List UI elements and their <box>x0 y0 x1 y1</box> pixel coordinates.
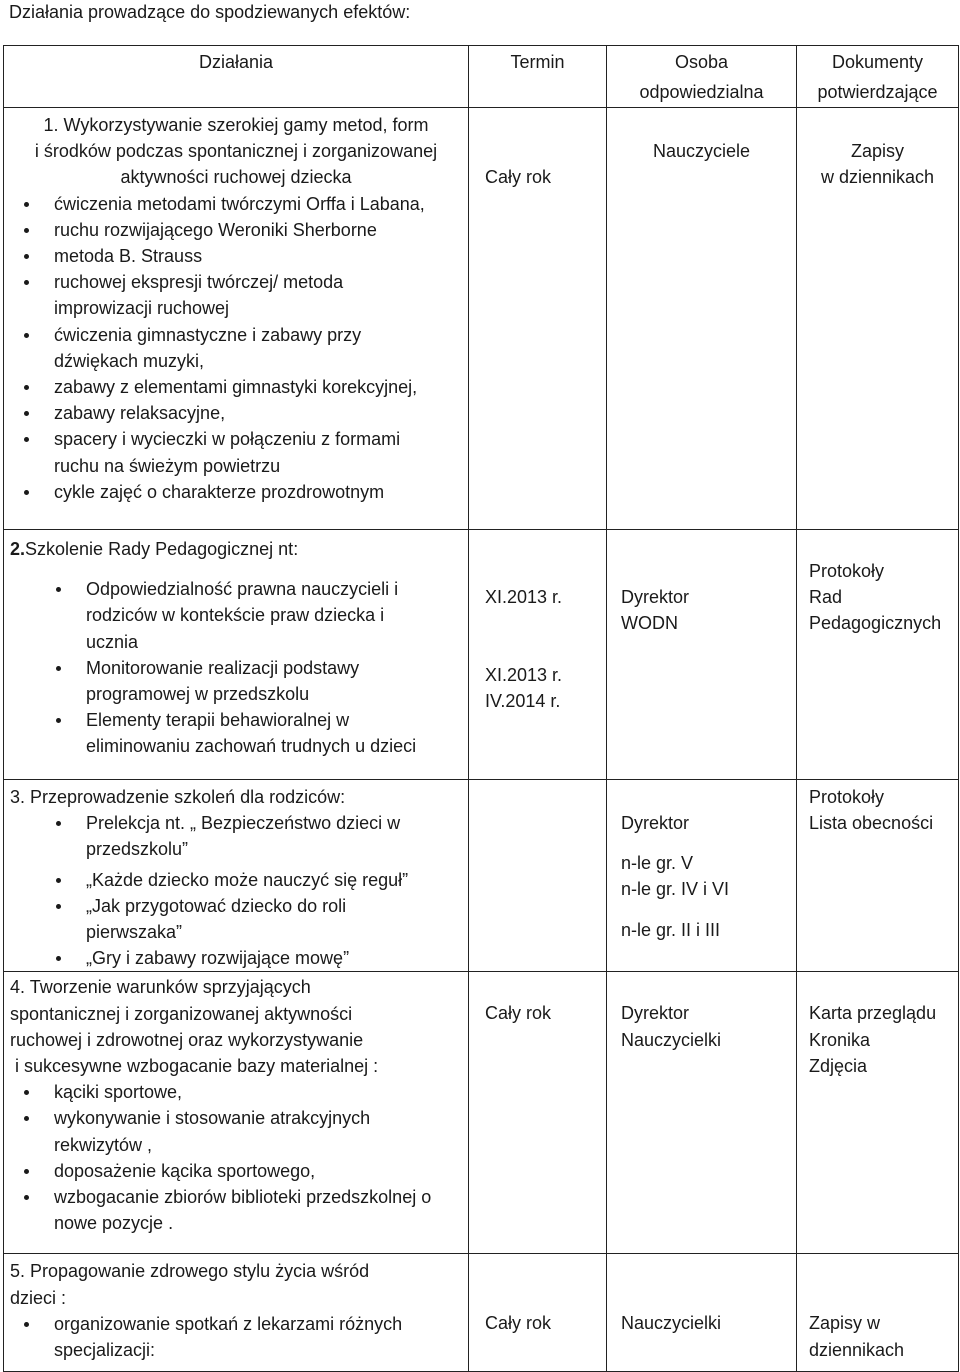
list-item: wzbogacanie zbiorów biblioteki przedszkolnej o nowe pozycje . <box>10 1184 462 1236</box>
document-line: Zapisy w <box>809 1313 881 1334</box>
row3-person <box>607 780 797 972</box>
person-value: Dyrektor <box>621 813 690 833</box>
row5-term <box>469 1254 607 1372</box>
row3-actions <box>4 780 469 972</box>
list-item: Monitorowanie realizacji podstawy programowej w przedszkolu <box>10 655 462 707</box>
header-person: Osoba odpowiedzialna <box>607 46 797 108</box>
row1-person <box>607 108 797 530</box>
table-header-row <box>4 46 959 108</box>
row4-person <box>607 972 797 1254</box>
intro-title: Działania prowadzące do spodziewanych efektów: <box>9 2 411 22</box>
row3-documents <box>797 780 959 972</box>
list-item: kąciki sportowe, <box>10 1079 462 1105</box>
document-line: Rad <box>809 587 843 608</box>
row1-intro-line: i środków podczas spontanicznej i zorganizowanej <box>34 141 438 162</box>
list-item: wykonywanie i stosowanie atrakcyjnych rekwizytów , <box>10 1105 462 1157</box>
document-line: Protokoły <box>809 561 885 581</box>
row1-actions <box>4 108 469 530</box>
document-line: Kronika <box>809 1029 871 1050</box>
list-item: metoda B. Strauss <box>10 243 462 269</box>
list-item: organizowanie spotkań z lekarzami różnych specjalizacji: <box>10 1311 462 1363</box>
term-value: XI.2013 r. <box>485 665 563 686</box>
person-value: Nauczycielki <box>621 1029 722 1050</box>
term-value: Cały rok <box>485 1003 552 1024</box>
row1-bullet-list <box>10 191 462 505</box>
row2-intro-num: 2. <box>10 539 26 559</box>
document-line: Pedagogicznych <box>809 613 942 634</box>
document-line: Protokoły <box>809 787 885 807</box>
document-line: Zdjęcia <box>809 1055 868 1076</box>
row4-intro-line: ruchowej i zdrowotnej oraz wykorzystywanie <box>10 1029 364 1050</box>
document-line: dziennikach <box>809 1339 905 1360</box>
document-line: Karta przeglądu <box>809 1003 937 1024</box>
person-value: n-le gr. V <box>621 853 694 874</box>
row3-intro: 3. Przeprowadzenie szkoleń dla rodziców: <box>10 787 346 807</box>
person-value: Nauczyciele <box>652 141 751 161</box>
term-value: Cały rok <box>485 167 552 187</box>
header-term: Termin <box>469 46 607 108</box>
row4-bullet-list <box>10 1079 462 1236</box>
row5-bullet-list <box>10 1311 462 1363</box>
row5-intro-line: dzieci : <box>10 1287 67 1308</box>
row4-intro-line: 4. Tworzenie warunków sprzyjających <box>10 977 311 998</box>
row5-intro-line: 5. Propagowanie zdrowego stylu życia wśród <box>10 1261 370 1282</box>
row4-term <box>469 972 607 1254</box>
term-value: XI.2013 r. <box>485 587 563 607</box>
table-row <box>4 1254 959 1372</box>
row3-term <box>469 780 607 972</box>
list-item: ćwiczenia metodami twórczymi Orffa i Labana, <box>10 191 462 217</box>
list-item: zabawy relaksacyjne, <box>10 400 462 426</box>
list-item: spacery i wycieczki w połączeniu z formami ruchu na świeżym powietrzu <box>10 426 462 478</box>
row4-intro-line: spontanicznej i zorganizowanej aktywności <box>10 1003 353 1024</box>
list-item: ćwiczenia gimnastyczne i zabawy przy dźwiękach muzyki, <box>10 322 462 374</box>
list-item: „Jak przygotować dziecko do roli pierwszaka” <box>10 893 462 945</box>
person-value: Dyrektor <box>621 1003 690 1024</box>
list-item: ruchowej ekspresji twórczej/ metoda improwizacji ruchowej <box>10 269 462 321</box>
list-item: zabawy z elementami gimnastyki korekcyjnej, <box>10 374 462 400</box>
person-value: Nauczycielki <box>621 1313 722 1334</box>
row5-actions <box>4 1254 469 1372</box>
row2-person <box>607 530 797 780</box>
list-item: ruchu rozwijającego Weroniki Sherborne <box>10 217 462 243</box>
row5-person <box>607 1254 797 1372</box>
table-row <box>4 972 959 1254</box>
header-documents: Dokumenty potwierdzające <box>797 46 959 108</box>
row4-intro-line: i sukcesywne wzbogacanie bazy materialnej : <box>10 1056 379 1077</box>
table-row <box>4 530 959 780</box>
row2-actions <box>4 530 469 780</box>
document-line: Zapisy <box>850 141 904 161</box>
list-item: Elementy terapii behawioralnej w eliminowaniu zachowań trudnych u dzieci <box>10 707 462 759</box>
row4-documents <box>797 972 959 1254</box>
list-item: „Każde dziecko może nauczyć się reguł” <box>10 867 462 893</box>
person-value: WODN <box>621 613 678 634</box>
term-value: Cały rok <box>485 1313 552 1334</box>
actions-table <box>3 45 959 1372</box>
list-item: cykle zajęć o charakterze prozdrowotnym <box>10 479 462 505</box>
row5-documents <box>797 1254 959 1372</box>
header-actions: Działania <box>4 46 469 108</box>
row1-intro-line: 1. Wykorzystywanie szerokiej gamy metod, form <box>43 115 429 135</box>
row2-documents <box>797 530 959 780</box>
row1-term <box>469 108 607 530</box>
row4-actions <box>4 972 469 1254</box>
table-row <box>4 108 959 530</box>
person-value: Dyrektor <box>621 587 690 607</box>
list-item: „Gry i zabawy rozwijające mowę” <box>10 945 462 971</box>
list-item: doposażenie kącika sportowego, <box>10 1158 462 1184</box>
list-item: Prelekcja nt. „ Bezpieczeństwo dzieci w przedszkolu” <box>10 810 462 862</box>
person-value: n-le gr. II i III <box>621 919 721 940</box>
term-value: IV.2014 r. <box>485 691 561 712</box>
row2-bullet-list <box>10 576 462 759</box>
row3-bullet-list <box>10 810 462 971</box>
list-item: Odpowiedzialność prawna nauczycieli i rodziców w kontekście praw dziecka i ucznia <box>10 576 462 655</box>
person-value: n-le gr. IV i VI <box>621 879 730 900</box>
row1-intro-line: aktywności ruchowej dziecka <box>120 167 352 188</box>
row1-documents <box>797 108 959 530</box>
row2-intro-text: Szkolenie Rady Pedagogicznej nt: <box>25 539 299 559</box>
document-line: Lista obecności <box>809 813 934 834</box>
document-line: w dziennikach <box>820 167 935 188</box>
table-row <box>4 780 959 972</box>
row2-term <box>469 530 607 780</box>
